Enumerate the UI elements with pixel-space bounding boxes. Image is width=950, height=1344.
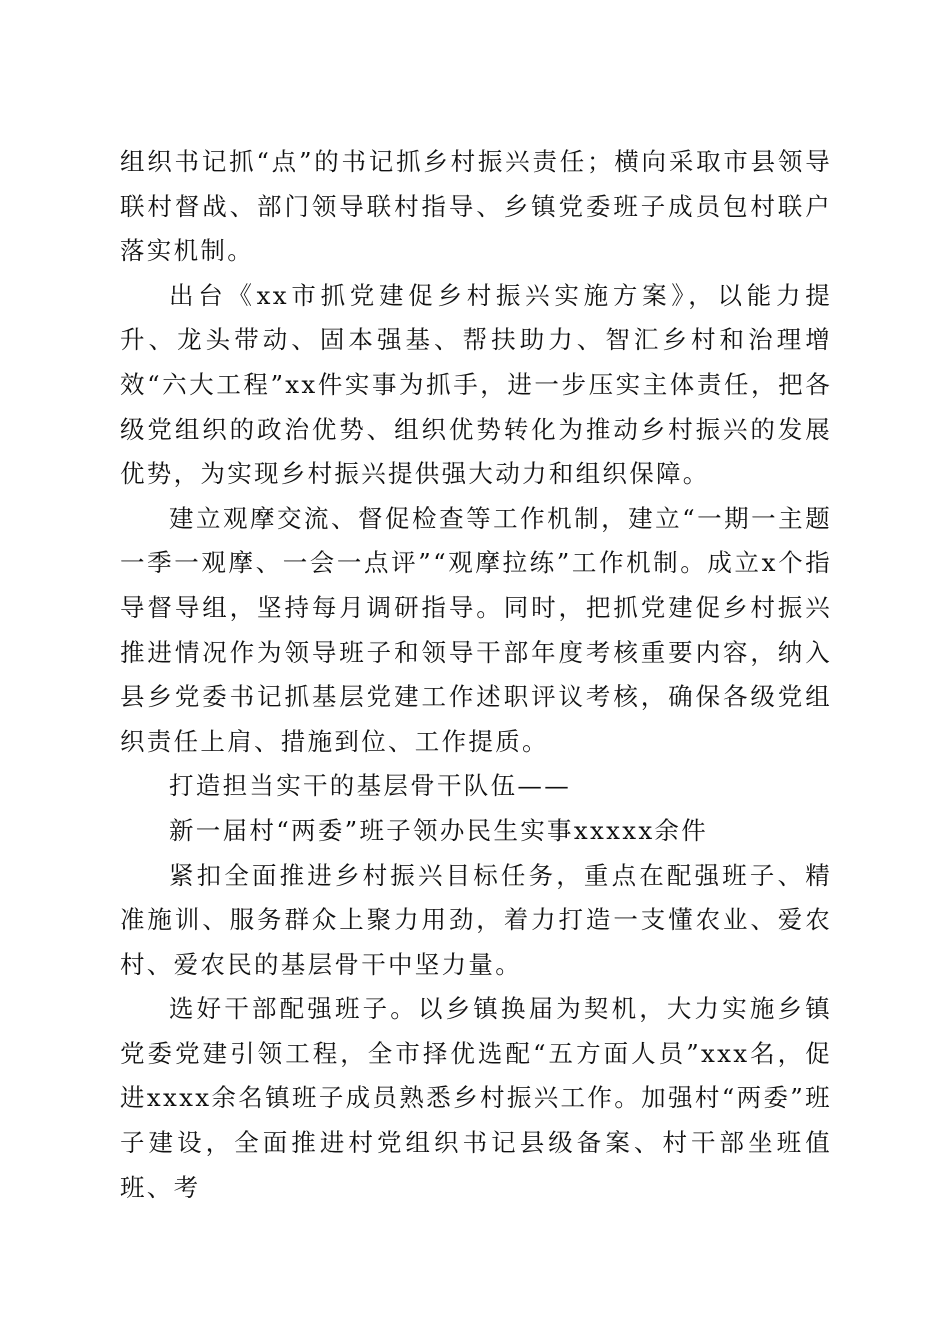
paragraph-implementation-plan: 出台《xx市抓党建促乡村振兴实施方案》，以能力提升、龙头带动、固本强基、帮扶助力、智汇乡村和治理增效“六大工程”xx件实事为抓手，进一步压实主体责任，把各级党组织的政治优势、组织优势转化为推动乡村振兴的发展优势，为实现乡村振兴提供强大动力和组织保障。 — [120, 280, 832, 489]
section-heading: 打造担当实干的基层骨干队伍—— — [169, 771, 571, 801]
section-subheading: 新一届村“两委”班子领办民生实事xxxxx余件 — [169, 815, 709, 845]
paragraph-cadre-selection: 选好干部配强班子。以乡镇换届为契机，大力实施乡镇党委党建引领工程，全市择优选配“五方面人员”xxx名，促进xxxx余名镇班子成员熟悉乡村振兴工作。加强村“两委”班子建设，全面推进村党组织书记县级备案、村干部坐班值班、考 — [120, 994, 832, 1202]
paragraph-work-mechanism: 建立观摩交流、督促检查等工作机制，建立“一期一主题一季一观摩、一会一点评”“观摩拉练”工作机制。成立x个指导督导组，坚持每月调研指导。同时，把抓党建促乡村振兴推进情况作为领导班子和领导干部年度考核重要内容，纳入县乡党委书记抓基层党建工作述职评议考核，确保各级党组织责任上肩、措施到位、工作提质。 — [120, 503, 832, 756]
paragraph-team-building: 紧扣全面推进乡村振兴目标任务，重点在配强班子、精准施训、服务群众上聚力用劲，着力打造一支懂农业、爱农村、爱农民的基层骨干中坚力量。 — [120, 860, 832, 979]
paragraph-continuation: 组织书记抓“点”的书记抓乡村振兴责任；横向采取市县领导联村督战、部门领导联村指导、乡镇党委班子成员包村联户落实机制。 — [120, 147, 832, 266]
document-body — [120, 140, 832, 1210]
